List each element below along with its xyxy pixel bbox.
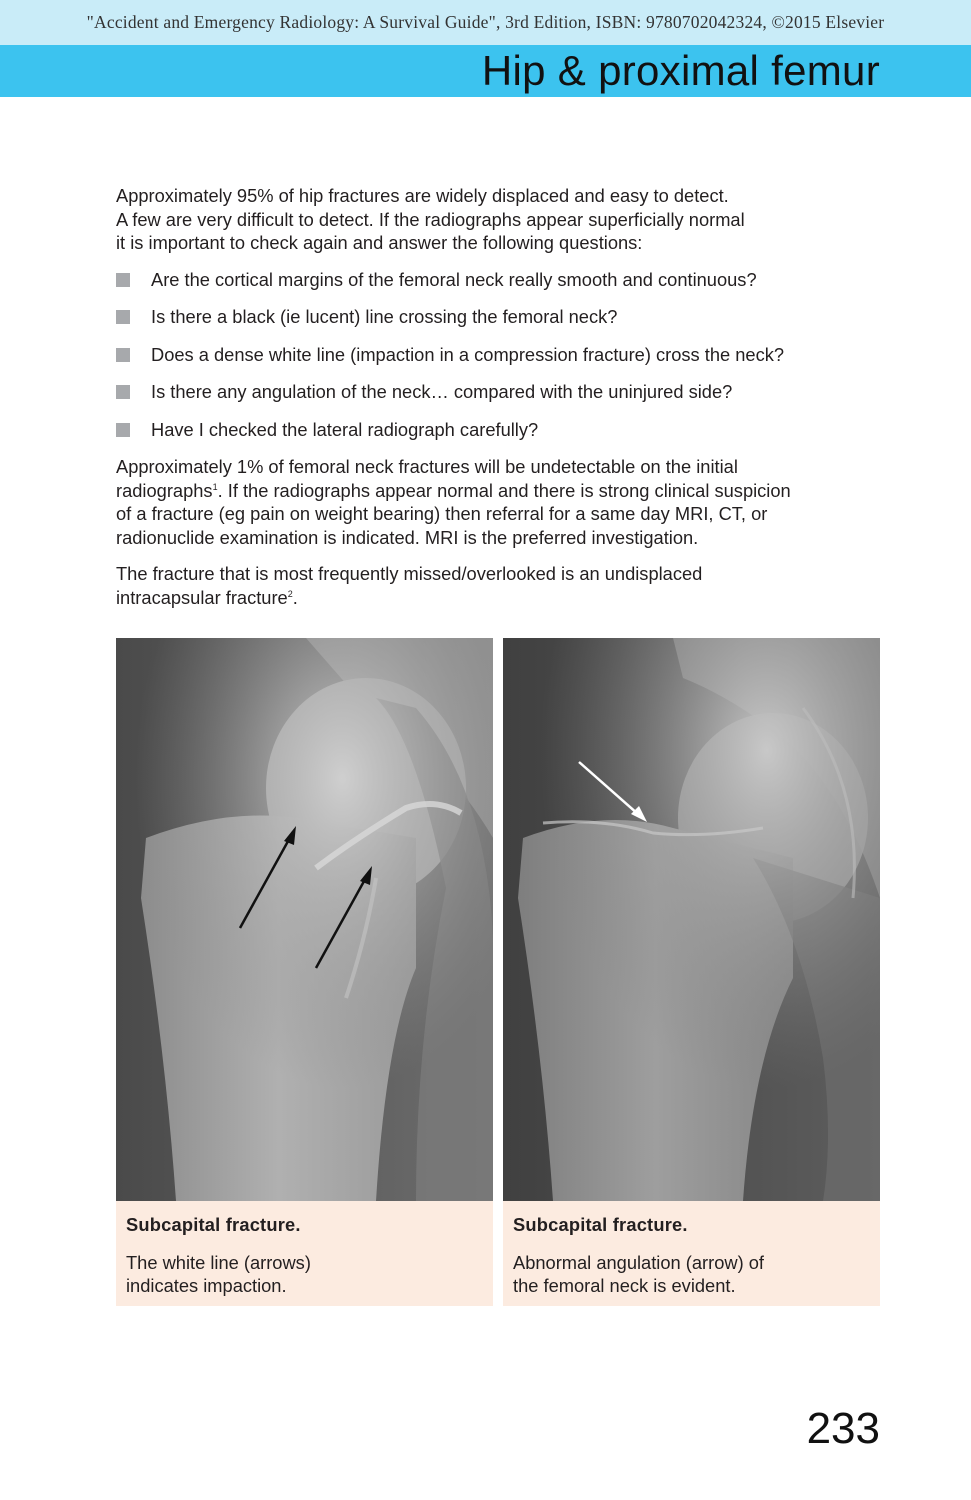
question-text: Is there any angulation of the neck… compared with the uninjured side? (151, 381, 733, 402)
reference-marker: 1 (212, 481, 218, 492)
figure-left (116, 638, 493, 1306)
question-text: Are the cortical margins of the femoral neck really smooth and continuous? (151, 268, 757, 290)
paragraph-line: . (292, 586, 298, 608)
question-item (116, 343, 876, 367)
question-text: Does a dense white line (impaction in a compression fracture) cross the neck? (151, 343, 785, 365)
paragraph-line: The fracture that is most frequently missed/overlooked is an undisplaced (116, 563, 703, 584)
hip-radiograph-right (503, 638, 880, 1201)
caption-line: Abnormal angulation (arrow) of (513, 1251, 764, 1273)
figure-right (503, 638, 880, 1306)
square-bullet-icon (116, 385, 130, 399)
square-bullet-icon (116, 348, 130, 362)
caption-line: The white line (arrows) (126, 1251, 311, 1273)
question-text: Have I checked the lateral radiograph carefully? (151, 418, 539, 440)
hip-radiograph-left (116, 638, 493, 1201)
caption-line: the femoral neck is evident. (513, 1275, 736, 1296)
question-text: Is there a black (ie lucent) line crossing the femoral neck? (151, 306, 618, 327)
body-text (116, 184, 876, 622)
caption-title: Subcapital fracture. (513, 1214, 688, 1235)
paragraph-line: radiographs (116, 479, 213, 501)
intro-line: it is important to check again and answer the following questions: (116, 232, 643, 253)
chapter-title: Hip & proximal femur (481, 47, 880, 94)
question-list (116, 268, 876, 442)
undetectable-paragraph (116, 455, 876, 549)
paragraph-line: intracapsular fracture (116, 586, 288, 608)
square-bullet-icon (116, 273, 130, 287)
intro-line: Approximately 95% of hip fractures are widely displaced and easy to detect. (116, 185, 729, 206)
page-number: 233 (806, 1404, 880, 1453)
question-item (116, 418, 876, 442)
question-item (116, 380, 876, 404)
square-bullet-icon (116, 423, 130, 437)
paragraph-line: radionuclide examination is indicated. MRI is the preferred investigation. (116, 526, 699, 548)
paragraph-line: . If the radiographs appear normal and there is strong clinical suspicion (217, 479, 791, 501)
question-item (116, 268, 876, 292)
question-item (116, 305, 876, 329)
source-citation: "Accident and Emergency Radiology: A Survival Guide", 3rd Edition, ISBN: 9780702042324, ©2015 Elsevier (0, 0, 971, 45)
chapter-title-bar (0, 45, 971, 97)
intro-paragraph (116, 184, 876, 255)
paragraph-line: Approximately 1% of femoral neck fractures will be undetectable on the initial (116, 456, 738, 477)
square-bullet-icon (116, 310, 130, 324)
paragraph-line: of a fracture (eg pain on weight bearing) then referral for a same day MRI, CT, or (116, 503, 768, 524)
intro-line: A few are very difficult to detect. If the radiographs appear superficially normal (116, 208, 745, 230)
caption-text (513, 1251, 870, 1298)
caption-title: Subcapital fracture. (126, 1214, 301, 1235)
caption-text (126, 1251, 483, 1298)
caption-line: indicates impaction. (126, 1275, 287, 1296)
figure-caption (116, 1201, 493, 1306)
reference-marker: 2 (287, 588, 293, 599)
figure-caption (503, 1201, 880, 1306)
missed-fracture-paragraph (116, 562, 876, 609)
